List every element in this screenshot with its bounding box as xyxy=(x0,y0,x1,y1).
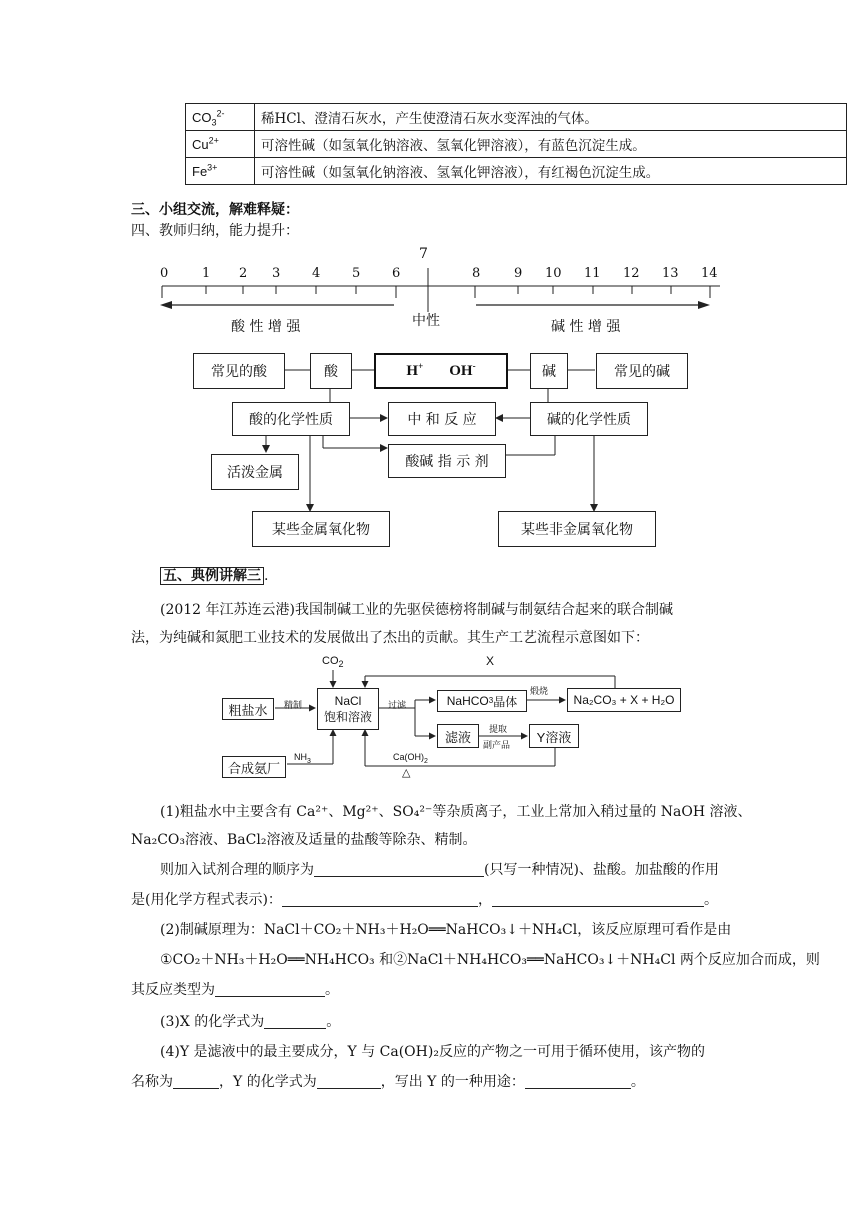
ion-cell: $Fe^{3+}$ xyxy=(186,158,255,185)
caoh2-label: $Ca(OH)_2$ xyxy=(393,752,428,765)
ph-tick-label: 10 xyxy=(545,266,562,281)
nonmetal-oxide-box: 某些非金属氧化物 xyxy=(498,511,656,547)
ph-tick-label: 11 xyxy=(584,266,601,281)
question-1-line-1: (1)粗盐水中主要含有 Ca²⁺、Mg²⁺、SO₄²⁻等杂质离子，工业上常加入稍过量的 NaOH 溶液、 xyxy=(160,804,752,820)
nh3-label: $NH_3$ xyxy=(294,752,311,765)
acid-arrow xyxy=(160,301,394,309)
answer-blank[interactable] xyxy=(282,892,478,907)
ph-tick-label: 5 xyxy=(352,266,361,281)
crude-brine-box: 粗盐水 xyxy=(222,698,274,720)
question-2-line-1: (2)制碱原理为：NaCl＋CO₂＋NH₃＋H₂O══NaHCO₃↓＋NH₄Cl，该反应原理可看作是由 xyxy=(160,922,732,938)
nacl-saturated-box xyxy=(317,688,379,730)
section-heading-5: 五、典例讲解三 . xyxy=(160,566,268,586)
co2-label: $CO_2$ xyxy=(322,655,344,670)
products-box: Na₂CO₃ + X + H₂O xyxy=(567,688,681,712)
calcine-label: 煅烧 xyxy=(530,686,549,696)
problem-intro-line-1: (2012 年江苏连云港)我国制碱工业的先驱侯德榜将制碱与制氨结合起来的联合制碱 xyxy=(160,602,674,618)
base-box: 碱 xyxy=(530,353,568,389)
answer-blank[interactable] xyxy=(173,1074,219,1089)
table-row xyxy=(186,104,847,131)
h-oh-ion-box xyxy=(374,353,508,389)
ph-tick-label: 6 xyxy=(392,266,401,281)
indicator-box: 酸碱 指 示 剂 xyxy=(388,444,506,478)
method-cell: 稀HCl、澄清石灰水，产生使澄清石灰水变浑浊的气体。 xyxy=(255,104,847,131)
method-cell: 可溶性碱（如氢氧化钠溶液、氢氧化钾溶液），有蓝色沉淀生成。 xyxy=(255,131,847,158)
method-cell: 可溶性碱（如氢氧化钠溶液、氢氧化钾溶液），有红褐色沉淀生成。 xyxy=(255,158,847,185)
acid-stronger-label: 酸 性 增 强 xyxy=(231,319,301,335)
answer-blank[interactable] xyxy=(264,1014,326,1029)
metal-oxide-box: 某些金属氧化物 xyxy=(252,511,390,547)
section-heading-4: 四、教师归纳，能力提升： xyxy=(131,223,299,239)
ph-tick-label: 13 xyxy=(662,266,679,281)
question-1-line-3: 则加入试剂合理的顺序为 (只写一种情况)、盐酸。加盐酸的作用 xyxy=(160,862,719,878)
question-3: (3)X 的化学式为 。 xyxy=(160,1014,341,1030)
filtrate-box: 滤液 xyxy=(437,724,479,748)
acid-box: 酸 xyxy=(310,353,352,389)
extract-label: 提取 xyxy=(489,724,508,734)
ph-tick-label: 14 xyxy=(701,266,718,281)
neutral-label: 中性 xyxy=(412,313,440,329)
ion-test-table xyxy=(185,103,847,185)
question-2-line-3: 其反应类型为 。 xyxy=(131,982,339,998)
ph-tick-label: 12 xyxy=(623,266,640,281)
filter-label: 过滤 xyxy=(388,700,407,710)
ph-tick-label: 9 xyxy=(514,266,523,281)
ph-tick-label: 3 xyxy=(272,266,281,281)
question-1-line-4: 是(用化学方程式表示)： ， 。 xyxy=(131,892,718,908)
question-4-line-1: (4)Y 是滤液中的最主要成分，Y 与 Ca(OH)₂反应的产物之一可用于循环使用，该产物的 xyxy=(160,1044,705,1060)
saturated-text: 饱和溶液 xyxy=(323,709,372,724)
ph-tick-label: 8 xyxy=(472,266,481,281)
section-heading-3: 三、小组交流，解难释疑： xyxy=(131,202,299,218)
answer-blank[interactable] xyxy=(492,892,704,907)
ph-tick-label: 2 xyxy=(239,266,248,281)
ion-cell: $Cu^{2+}$ xyxy=(186,131,255,158)
ph-tick-label: 1 xyxy=(202,266,211,281)
x-recycle-label: X xyxy=(486,654,495,668)
acid-properties-box: 酸的化学性质 xyxy=(232,402,350,436)
ph-tick-7: 7 xyxy=(419,246,428,262)
answer-blank[interactable] xyxy=(525,1074,631,1089)
base-arrow xyxy=(476,301,710,309)
base-properties-box: 碱的化学性质 xyxy=(530,402,648,436)
answer-blank[interactable] xyxy=(317,1074,381,1089)
problem-intro-line-2: 法，为纯碱和氮肥工业技术的发展做出了杰出的贡献。其生产工艺流程示意图如下： xyxy=(131,630,649,646)
ammonia-plant-box: 合成氨厂 xyxy=(222,756,286,778)
active-metal-box: 活泼金属 xyxy=(211,454,299,490)
neutralization-box: 中 和 反 应 xyxy=(388,402,496,436)
ion-cell: $CO_3^{2-}$ xyxy=(186,104,255,131)
question-1-line-2: Na₂CO₃溶液、BaCl₂溶液及适量的盐酸等除杂、精制。 xyxy=(131,832,477,848)
table-row xyxy=(186,131,847,158)
answer-blank[interactable] xyxy=(215,982,325,997)
nacl-text: NaCl xyxy=(334,693,362,708)
base-stronger-label: 碱 性 增 强 xyxy=(551,319,621,335)
heat-symbol: △ xyxy=(402,766,411,779)
refine-label: 精制 xyxy=(284,700,303,710)
common-acid-box: 常见的酸 xyxy=(193,353,285,389)
h-ion: H+ xyxy=(406,360,424,379)
question-2-line-2: ①CO₂＋NH₃＋H₂O══NH₄HCO₃ 和②NaCl＋NH₄HCO₃══NaHCO₃↓＋NH₄Cl 两个反应加合而成，则 xyxy=(160,952,820,968)
y-solution-box: Y溶液 xyxy=(529,724,579,748)
table-row xyxy=(186,158,847,185)
byproduct-label: 副产品 xyxy=(483,740,511,750)
answer-blank[interactable] xyxy=(314,862,484,877)
nahco3-crystal-box: NaHCO 3 晶体 xyxy=(437,690,527,712)
ph-tick-label: 4 xyxy=(312,266,321,281)
oh-ion: OH- xyxy=(449,360,476,379)
ph-tick-label: 0 xyxy=(160,266,169,281)
common-base-box: 常见的碱 xyxy=(596,353,688,389)
question-4-line-2: 名称为 ，Y 的化学式为 ，写出 Y 的一种用途： 。 xyxy=(131,1074,645,1090)
